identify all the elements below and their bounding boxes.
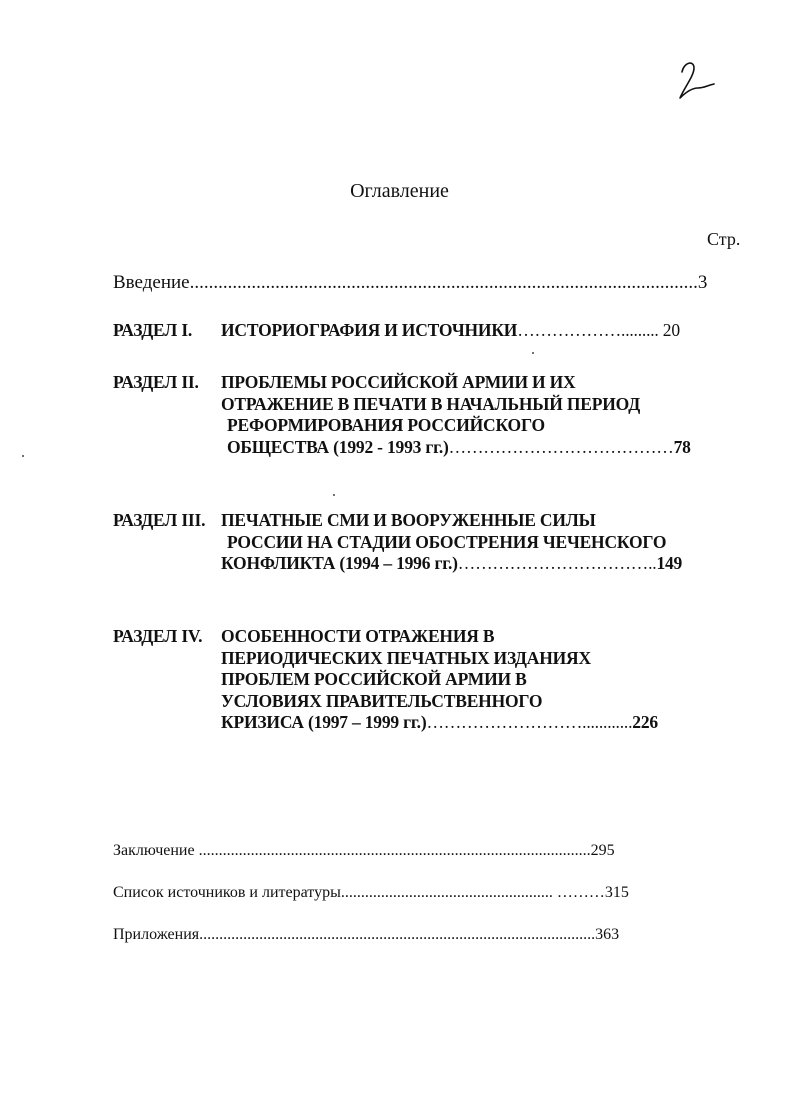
section-title-line: РЕФОРМИРОВАНИЯ РОССИЙСКОГО [227,415,545,435]
section-label: РАЗДЕЛ III. [113,510,206,530]
toc-page-number: 20 [662,320,680,340]
toc-page-number: 226 [632,712,658,732]
section-title-line: КОНФЛИКТА (1994 – 1996 гг.) [221,553,458,573]
section-title-line: КРИЗИСА (1997 – 1999 гг.) [221,712,427,732]
toc-entry-label: Заключение [113,842,199,859]
toc-entry-label: Введение [113,272,190,293]
toc-leader-dots: .................................................................................................. [198,842,591,859]
toc-leader-dots: ………………......... [517,320,659,340]
section-label: РАЗДЕЛ IV. [113,626,203,646]
section-title-line: ПЕЧАТНЫЕ СМИ И ВООРУЖЕННЫЕ СИЛЫ [221,510,596,530]
section-label: РАЗДЕЛ I. [113,320,193,340]
toc-entry-sources[interactable] [113,884,629,902]
toc-leader-dots: ........................................................................................................... [189,272,698,293]
section-title-line: ИСТОРИОГРАФИЯ И ИСТОЧНИКИ [221,320,518,340]
toc-page-number: 315 [604,884,629,901]
toc-entry-section-3[interactable] [113,510,753,578]
toc-entry-section-4[interactable] [113,626,753,738]
toc-leader-dots: ..................................................... ……… [340,884,605,901]
section-title-line: ОБЩЕСТВА (1992 - 1993 гг.) [227,436,449,457]
toc-leader-dots: ………………………………… [448,436,674,457]
section-title-line: ПРОБЛЕМ РОССИЙСКОЙ АРМИИ В [221,669,527,689]
toc-entry-intro[interactable] [113,272,707,294]
section-title-line: УСЛОВИЯХ ПРАВИТЕЛЬСТВЕННОГО [221,690,543,711]
toc-leader-dots: …………………………….. [457,553,657,573]
toc-leader-dots: ………………………............ [426,712,633,732]
scan-speck [333,494,335,496]
toc-entry-section-2[interactable] [113,372,753,462]
scan-speck [532,352,534,354]
toc-page-number: 149 [656,553,683,573]
page-column-label: Стр. [707,229,741,249]
section-title-line: ОСОБЕННОСТИ ОТРАЖЕНИЯ В [221,626,495,646]
section-title-line: ОТРАЖЕНИЕ В ПЕЧАТИ В НАЧАЛЬНЫЙ ПЕРИОД [221,393,641,414]
toc-entry-conclusion[interactable] [113,842,615,860]
section-title-line: РОССИИ НА СТАДИИ ОБОСТРЕНИЯ ЧЕЧЕНСКОГО [227,531,667,552]
toc-page-number: 3 [697,272,708,293]
toc-page-number: 363 [595,926,620,943]
section-title-line: ПРОБЛЕМЫ РОССИЙСКОЙ АРМИИ И ИХ [221,372,576,392]
toc-entry-label: Список источников и литературы [113,884,341,901]
toc-entry-label: Приложения [113,926,200,943]
toc-page-number: 295 [590,842,615,859]
scan-speck [22,455,24,457]
section-label: РАЗДЕЛ II. [113,372,199,392]
toc-entry-appendices[interactable] [113,926,619,944]
toc-leader-dots: ................................................................................................... [199,926,596,943]
handwritten-page-number [676,58,720,104]
toc-entry-section-1[interactable] [113,320,753,342]
section-title-line: ПЕРИОДИЧЕСКИХ ПЕЧАТНЫХ ИЗДАНИЯХ [221,647,591,668]
toc-page-number: 78 [673,436,691,457]
page-title: Оглавление [350,180,449,202]
